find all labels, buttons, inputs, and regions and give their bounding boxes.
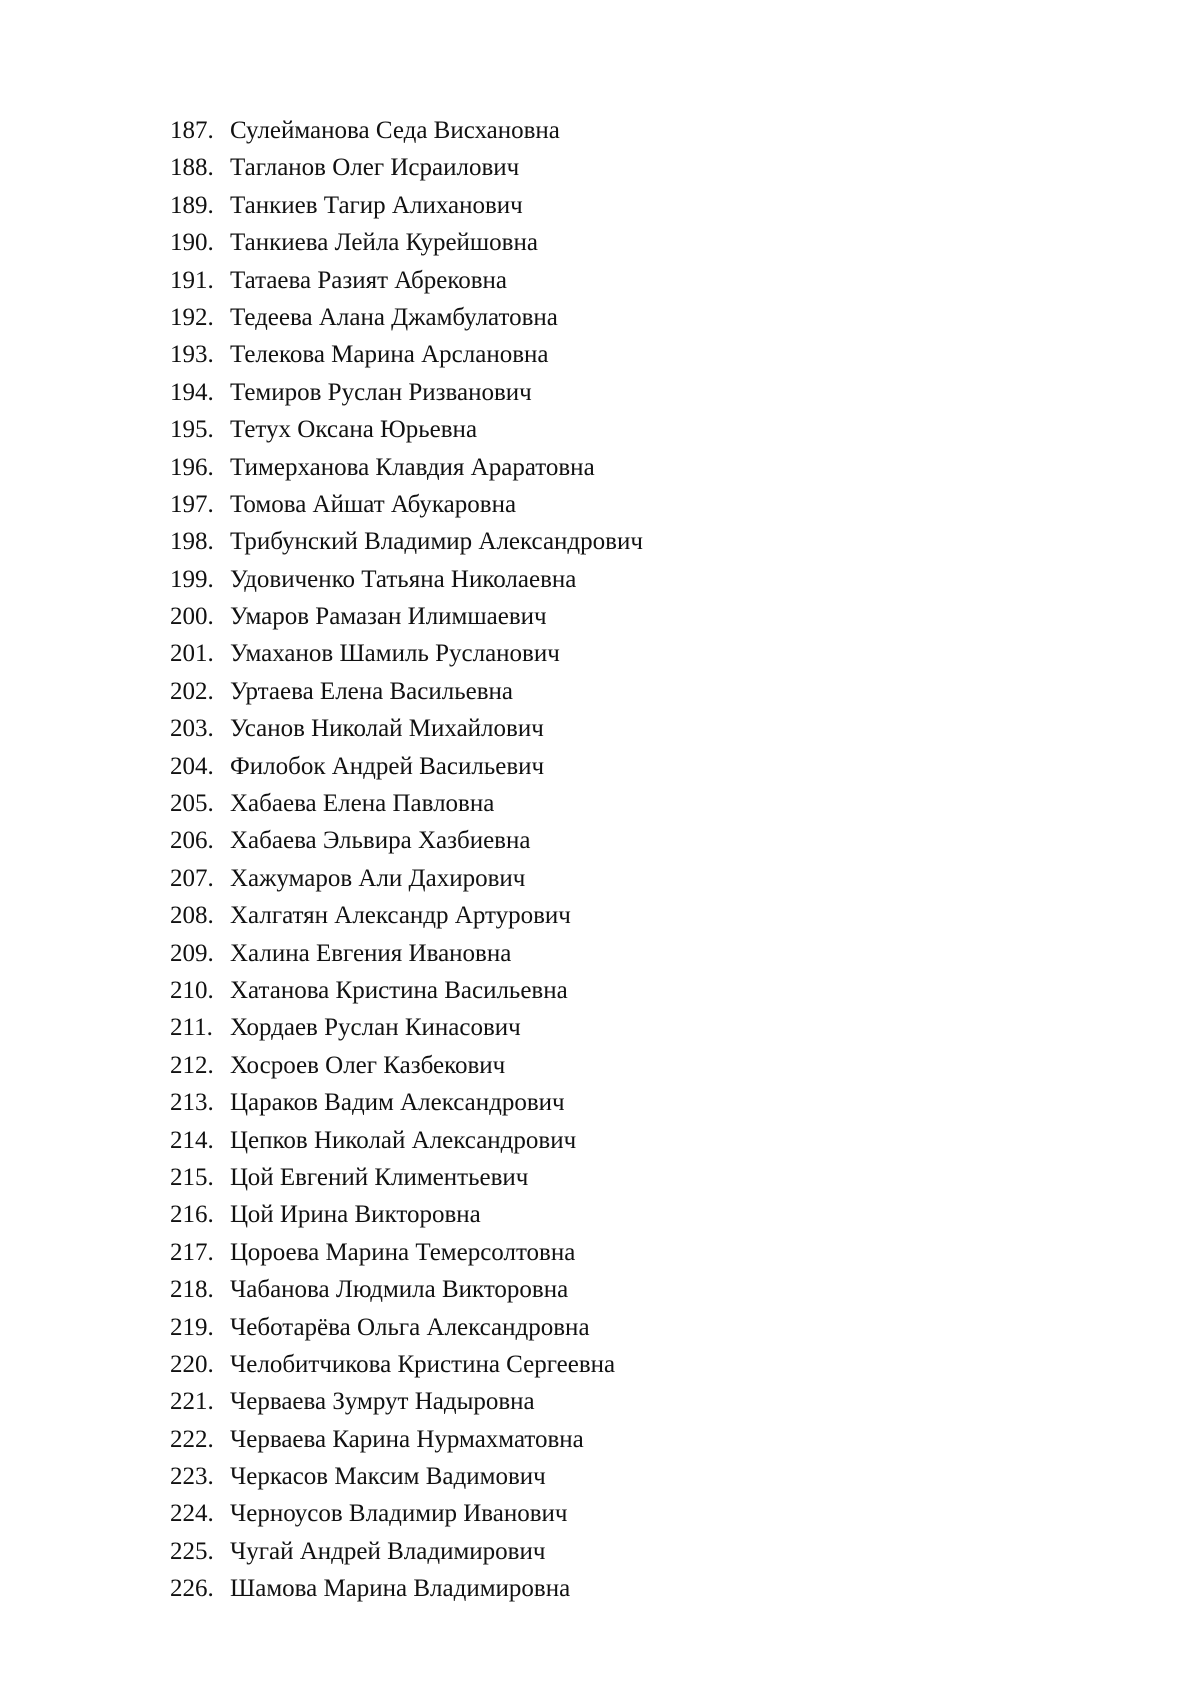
item-number: 224. <box>170 1500 214 1528</box>
item-name: Сулейманова Седа Висхановна <box>230 117 560 144</box>
list-item <box>170 1570 643 1607</box>
list-item <box>170 262 643 299</box>
list-item <box>170 822 643 859</box>
item-name: Хатанова Кристина Васильевна <box>230 976 568 1004</box>
item-number: 204. <box>170 752 214 780</box>
item-name: Тагланов Олег Исраилович <box>230 154 520 182</box>
item-name: Черваева Зумрут Надыровна <box>230 1388 535 1416</box>
item-name: Цой Ирина Викторовна <box>230 1201 481 1229</box>
item-name: Халина Евгения Ивановна <box>230 939 512 967</box>
item-number: 194. <box>170 378 214 406</box>
list-item <box>170 935 643 972</box>
item-name: Уртаева Елена Васильевна <box>230 677 513 705</box>
list-item <box>170 1495 643 1532</box>
item-number: 205. <box>170 790 214 818</box>
list-item <box>170 748 643 785</box>
list-item <box>170 710 643 747</box>
item-name: Халгатян Александр Артурович <box>230 902 571 930</box>
item-number: 214. <box>170 1126 214 1154</box>
item-number: 210. <box>170 976 214 1004</box>
item-name: Тедеева Алана Джамбулатовна <box>230 303 558 331</box>
item-name: Тетух Оксана Юрьевна <box>230 416 478 444</box>
item-number: 189. <box>170 191 214 219</box>
list-item <box>170 374 643 411</box>
item-name: Хабаева Эльвира Хазбиевна <box>230 827 531 855</box>
item-number: 188. <box>170 154 214 182</box>
list-item <box>170 1383 643 1420</box>
list-item <box>170 224 643 261</box>
item-number: 191. <box>170 266 214 294</box>
list-item <box>170 1421 643 1458</box>
item-name: Чабанова Людмила Викторовна <box>230 1276 569 1304</box>
item-name: Чугай Андрей Владимирович <box>230 1537 546 1565</box>
item-name: Томова Айшат Абукаровна <box>230 490 517 518</box>
item-name: Филобок Андрей Васильевич <box>230 752 545 780</box>
item-number: 190. <box>170 229 214 257</box>
item-number: 217. <box>170 1238 214 1266</box>
item-name: Хосроев Олег Казбекович <box>230 1051 506 1079</box>
item-number: 193. <box>170 341 214 369</box>
list-item <box>170 1346 643 1383</box>
item-name: Цараков Вадим Александрович <box>230 1089 565 1117</box>
item-name: Цепков Николай Александрович <box>230 1126 577 1154</box>
item-number: 196. <box>170 453 214 481</box>
item-name: Цороева Марина Темерсолтовна <box>230 1238 576 1266</box>
list-item <box>170 1196 643 1233</box>
item-number: 213. <box>170 1089 214 1117</box>
name-list <box>170 112 643 1608</box>
item-number: 215. <box>170 1163 214 1191</box>
item-number: 211. <box>170 1014 213 1042</box>
item-number: 187. <box>170 117 214 144</box>
item-name: Умаров Рамазан Илимшаевич <box>230 603 547 631</box>
item-name: Чеботарёва Ольга Александровна <box>230 1313 590 1341</box>
item-number: 218. <box>170 1276 214 1304</box>
list-item <box>170 1009 643 1046</box>
item-number: 216. <box>170 1201 214 1229</box>
item-number: 219. <box>170 1313 214 1341</box>
list-item <box>170 1159 643 1196</box>
list-item <box>170 972 643 1009</box>
item-number: 220. <box>170 1350 214 1378</box>
list-item <box>170 897 643 934</box>
list-item <box>170 486 643 523</box>
item-name: Челобитчикова Кристина Сергеевна <box>230 1350 616 1378</box>
list-item <box>170 673 643 710</box>
list-item <box>170 1458 643 1495</box>
item-name: Танкиева Лейла Курейшовна <box>230 229 538 257</box>
item-number: 203. <box>170 715 214 743</box>
item-number: 207. <box>170 864 214 892</box>
item-name: Татаева Разият Абрековна <box>230 266 508 294</box>
item-name: Цой Евгений Климентьевич <box>230 1163 529 1191</box>
item-name: Усанов Николай Михайлович <box>230 715 544 743</box>
item-name: Черкасов Максим Вадимович <box>230 1463 546 1491</box>
item-name: Хабаева Елена Павловна <box>230 790 495 818</box>
list-item <box>170 149 643 186</box>
item-number: 200. <box>170 603 214 631</box>
list-item <box>170 635 643 672</box>
item-number: 223. <box>170 1463 214 1491</box>
list-item <box>170 785 643 822</box>
item-name: Тимерханова Клавдия Араратовна <box>230 453 595 481</box>
item-number: 197. <box>170 490 214 518</box>
item-number: 199. <box>170 565 214 593</box>
item-number: 198. <box>170 528 214 556</box>
list-item <box>170 1084 643 1121</box>
list-item <box>170 1047 643 1084</box>
item-name: Трибунский Владимир Александрович <box>230 528 643 556</box>
item-number: 208. <box>170 902 214 930</box>
item-name: Хордаев Руслан Кинасович <box>230 1014 521 1042</box>
item-name: Шамова Марина Владимировна <box>230 1575 571 1603</box>
list-item <box>170 598 643 635</box>
item-name: Темиров Руслан Ризванович <box>230 378 532 406</box>
item-name: Хажумаров Али Дахирович <box>230 864 526 892</box>
list-item <box>170 187 643 224</box>
list-item <box>170 299 643 336</box>
item-name: Танкиев Тагир Алиханович <box>230 191 523 219</box>
list-item <box>170 1309 643 1346</box>
list-item <box>170 112 643 149</box>
item-number: 209. <box>170 939 214 967</box>
item-number: 195. <box>170 416 214 444</box>
list-item <box>170 411 643 448</box>
item-number: 221. <box>170 1388 214 1416</box>
item-name: Черноусов Владимир Иванович <box>230 1500 568 1528</box>
item-number: 222. <box>170 1425 214 1453</box>
item-number: 212. <box>170 1051 214 1079</box>
item-name: Умаханов Шамиль Русланович <box>230 640 560 668</box>
item-name: Черваева Карина Нурмахматовна <box>230 1425 584 1453</box>
item-number: 192. <box>170 303 214 331</box>
item-name: Удовиченко Татьяна Николаевна <box>230 565 577 593</box>
list-item <box>170 1234 643 1271</box>
list-item <box>170 336 643 373</box>
item-name: Телекова Марина Арслановна <box>230 341 549 369</box>
item-number: 206. <box>170 827 214 855</box>
item-number: 202. <box>170 677 214 705</box>
list-item <box>170 1533 643 1570</box>
list-item <box>170 523 643 560</box>
item-number: 226. <box>170 1575 214 1603</box>
item-number: 201. <box>170 640 214 668</box>
item-number: 225. <box>170 1537 214 1565</box>
list-item <box>170 1271 643 1308</box>
list-item <box>170 860 643 897</box>
list-item <box>170 1122 643 1159</box>
list-item <box>170 561 643 598</box>
list-item <box>170 449 643 486</box>
